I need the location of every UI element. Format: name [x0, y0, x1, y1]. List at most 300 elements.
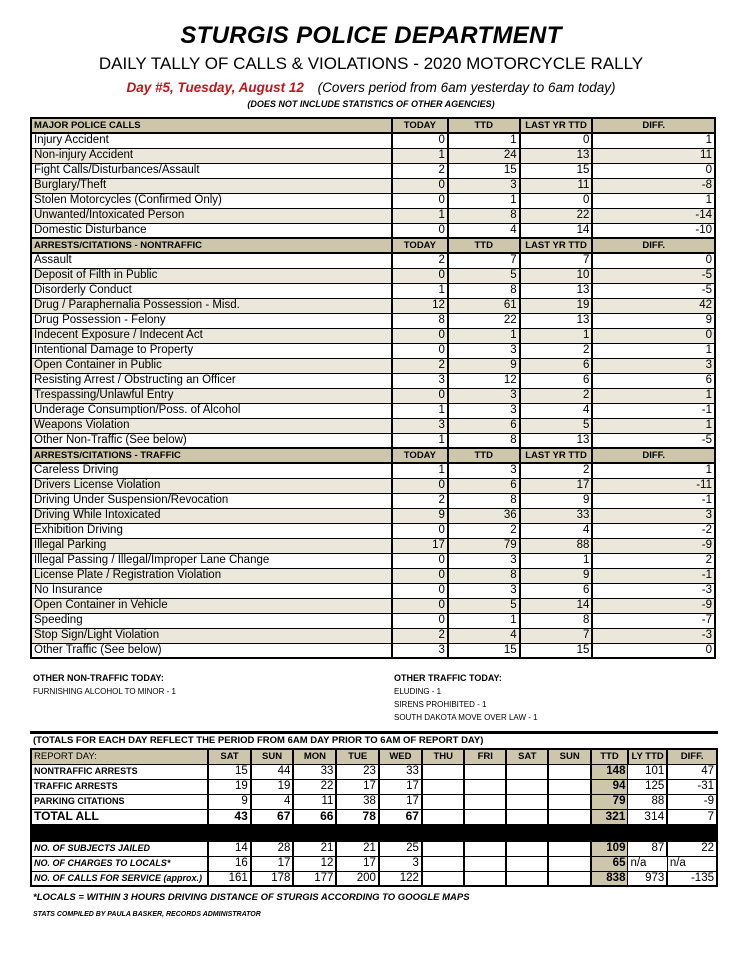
day-value: 15	[208, 764, 250, 779]
cell-today: 0	[392, 223, 448, 238]
day-value: 19	[251, 779, 294, 794]
cell-ly: 2	[520, 388, 593, 403]
cell-ttd: 8	[448, 568, 520, 583]
day-value: 28	[251, 841, 294, 856]
diff-value: 22	[667, 841, 717, 856]
cell-ly: 7	[520, 253, 593, 268]
cell-diff: -5	[592, 268, 715, 283]
cell-ly: 9	[520, 568, 593, 583]
cell-ttd: 79	[448, 538, 520, 553]
day-value	[506, 794, 548, 809]
day-value: 178	[251, 871, 294, 886]
cell-ly: 11	[520, 178, 593, 193]
cell-ly: 6	[520, 373, 593, 388]
table-row	[31, 403, 715, 418]
table-row	[31, 568, 715, 583]
day-value	[422, 779, 465, 794]
cell-diff: 1	[592, 463, 715, 478]
cell-today: 0	[392, 478, 448, 493]
cell-diff: -3	[592, 583, 715, 598]
row-label: Disorderly Conduct	[31, 283, 392, 298]
cell-diff: 6	[592, 373, 715, 388]
other-traffic-item: SIRENS PROHIBITED - 1	[394, 700, 487, 709]
cell-ly: 8	[520, 613, 593, 628]
column-header: DIFF.	[592, 118, 715, 133]
column-header: TODAY	[392, 238, 448, 253]
cell-ly: 4	[520, 523, 593, 538]
table-row	[31, 343, 715, 358]
ttd-value: 321	[591, 809, 628, 824]
cell-ttd: 8	[448, 493, 520, 508]
section-header-row	[31, 118, 715, 133]
cell-ttd: 6	[448, 418, 520, 433]
row-label: Fight Calls/Disturbances/Assault	[31, 163, 392, 178]
cell-ttd: 3	[448, 583, 520, 598]
cell-diff: 0	[592, 253, 715, 268]
summary-row-label: NONTRAFFIC ARRESTS	[31, 764, 208, 779]
day-value: 33	[293, 764, 336, 779]
cell-diff: -14	[592, 208, 715, 223]
violations-table	[30, 117, 716, 659]
day-value	[422, 841, 465, 856]
column-header: TTD	[448, 118, 520, 133]
cell-ttd: 3	[448, 388, 520, 403]
table-row	[31, 283, 715, 298]
summary-header-row	[31, 749, 717, 764]
section-title: MAJOR POLICE CALLS	[31, 118, 392, 133]
cell-today: 1	[392, 463, 448, 478]
table-row	[31, 493, 715, 508]
ttd-value: 838	[591, 871, 628, 886]
cell-today: 0	[392, 328, 448, 343]
cell-diff: -10	[592, 223, 715, 238]
page-title: STURGIS POLICE DEPARTMENT	[180, 22, 562, 49]
summary-row	[31, 856, 717, 871]
cell-ly: 15	[520, 643, 593, 658]
summary-row	[31, 764, 717, 779]
summary-row-label: NO. OF CHARGES TO LOCALS*	[31, 856, 208, 871]
cell-ly: 10	[520, 268, 593, 283]
day-value	[422, 856, 465, 871]
table-row	[31, 268, 715, 283]
day-value: 17	[379, 779, 422, 794]
day-header: SAT	[208, 749, 250, 764]
day-value: 67	[251, 809, 294, 824]
cell-ly: 13	[520, 148, 593, 163]
day-value: 67	[379, 809, 422, 824]
day-value: 161	[208, 871, 250, 886]
cell-ttd: 8	[448, 433, 520, 448]
cell-diff: -5	[592, 433, 715, 448]
other-nontraffic-title: OTHER NON-TRAFFIC TODAY:	[33, 673, 164, 683]
cell-ly: 4	[520, 403, 593, 418]
day-value: 25	[379, 841, 422, 856]
row-label: Resisting Arrest / Obstructing an Officer	[31, 373, 392, 388]
other-traffic-block	[394, 672, 538, 724]
cell-today: 2	[392, 493, 448, 508]
cell-ly: 6	[520, 358, 593, 373]
report-day-line	[0, 80, 742, 95]
cell-ly: 13	[520, 433, 593, 448]
cell-ly: 5	[520, 418, 593, 433]
cell-ly: 2	[520, 463, 593, 478]
cell-ttd: 1	[448, 613, 520, 628]
cell-diff: 0	[592, 163, 715, 178]
diff-value: -135	[667, 871, 717, 886]
cell-today: 9	[392, 508, 448, 523]
summary-row	[31, 794, 717, 809]
cell-today: 0	[392, 178, 448, 193]
summary-row	[31, 779, 717, 794]
day-value: 17	[251, 856, 294, 871]
day-header: SUN	[548, 749, 591, 764]
table-row	[31, 193, 715, 208]
row-label: Illegal Parking	[31, 538, 392, 553]
other-nontraffic-item: FURNISHING ALCOHOL TO MINOR - 1	[33, 687, 176, 696]
table-row	[31, 178, 715, 193]
cell-today: 0	[392, 388, 448, 403]
table-row	[31, 538, 715, 553]
cell-ly: 14	[520, 223, 593, 238]
cell-ttd: 22	[448, 313, 520, 328]
cell-today: 0	[392, 613, 448, 628]
cell-ttd: 7	[448, 253, 520, 268]
column-header: DIFF.	[592, 238, 715, 253]
cell-today: 3	[392, 373, 448, 388]
cell-ly: 6	[520, 583, 593, 598]
day-value	[548, 764, 591, 779]
day-header: MON	[293, 749, 336, 764]
cell-diff: -7	[592, 613, 715, 628]
table-row	[31, 373, 715, 388]
row-label: Stolen Motorcycles (Confirmed Only)	[31, 193, 392, 208]
cell-ly: 13	[520, 313, 593, 328]
cell-ly: 33	[520, 508, 593, 523]
table-row	[31, 208, 715, 223]
column-header: TTD	[448, 448, 520, 463]
table-row	[31, 253, 715, 268]
day-value: 21	[293, 841, 336, 856]
column-header: LAST YR TTD	[520, 448, 593, 463]
table-row	[31, 328, 715, 343]
cell-today: 0	[392, 523, 448, 538]
cell-today: 2	[392, 628, 448, 643]
table-row	[31, 613, 715, 628]
cell-today: 0	[392, 193, 448, 208]
cell-ly: 19	[520, 298, 593, 313]
table-row	[31, 163, 715, 178]
cell-ly: 0	[520, 193, 593, 208]
cell-today: 2	[392, 358, 448, 373]
cell-ttd: 12	[448, 373, 520, 388]
day-value: 19	[208, 779, 250, 794]
table-row	[31, 298, 715, 313]
table-row	[31, 223, 715, 238]
cell-ttd: 3	[448, 178, 520, 193]
row-label: Other Non-Traffic (See below)	[31, 433, 392, 448]
cell-ttd: 8	[448, 283, 520, 298]
cell-diff: 0	[592, 328, 715, 343]
row-label: Indecent Exposure / Indecent Act	[31, 328, 392, 343]
cell-diff: -8	[592, 178, 715, 193]
table-row	[31, 433, 715, 448]
cell-today: 1	[392, 283, 448, 298]
day-value: 38	[336, 794, 378, 809]
day-value	[464, 764, 506, 779]
cell-today: 0	[392, 133, 448, 148]
table-row	[31, 418, 715, 433]
ttd-value: 109	[591, 841, 628, 856]
day-value: 11	[293, 794, 336, 809]
day-value: 43	[208, 809, 250, 824]
row-label: Unwanted/Intoxicated Person	[31, 208, 392, 223]
diff-value: -9	[667, 794, 717, 809]
cell-today: 0	[392, 343, 448, 358]
ttd-value: 79	[591, 794, 628, 809]
day-value	[464, 794, 506, 809]
other-traffic-item: SOUTH DAKOTA MOVE OVER LAW - 1	[394, 713, 538, 722]
cell-diff: 1	[592, 133, 715, 148]
day-value	[548, 794, 591, 809]
cell-ly: 88	[520, 538, 593, 553]
cell-ttd: 3	[448, 343, 520, 358]
ly-ttd-value: 125	[628, 779, 667, 794]
day-value	[422, 809, 465, 824]
day-value: 21	[336, 841, 378, 856]
cell-ly: 2	[520, 343, 593, 358]
day-value	[422, 871, 465, 886]
totals-note: (TOTALS FOR EACH DAY REFLECT THE PERIOD FROM 6AM DAY PRIOR TO 6AM OF REPORT DAY)	[33, 735, 484, 746]
section-divider	[30, 731, 718, 734]
cell-ly: 13	[520, 283, 593, 298]
day-value	[506, 856, 548, 871]
row-label: License Plate / Registration Violation	[31, 568, 392, 583]
day-value	[548, 779, 591, 794]
cell-today: 17	[392, 538, 448, 553]
cell-today: 0	[392, 568, 448, 583]
cell-diff: 3	[592, 358, 715, 373]
cell-ly: 17	[520, 478, 593, 493]
ly-ttd-value: 314	[628, 809, 667, 824]
row-label: Driving Under Suspension/Revocation	[31, 493, 392, 508]
day-value: 16	[208, 856, 250, 871]
day-header: TUE	[336, 749, 378, 764]
other-traffic-title: OTHER TRAFFIC TODAY:	[394, 673, 502, 683]
cell-diff: -11	[592, 478, 715, 493]
day-value: 4	[251, 794, 294, 809]
row-label: Speeding	[31, 613, 392, 628]
row-label: No Insurance	[31, 583, 392, 598]
day-value	[422, 764, 465, 779]
row-label: Weapons Violation	[31, 418, 392, 433]
summary-row-label: TOTAL ALL	[31, 809, 208, 824]
summary-row-label: NO. OF SUBJECTS JAILED	[31, 841, 208, 856]
ly-ttd-value: 101	[628, 764, 667, 779]
cell-ttd: 6	[448, 478, 520, 493]
day-value	[464, 841, 506, 856]
column-header: DIFF.	[592, 448, 715, 463]
section-header-row	[31, 238, 715, 253]
cell-diff: -9	[592, 538, 715, 553]
table-row	[31, 598, 715, 613]
day-value: 17	[336, 856, 378, 871]
summary-row	[31, 841, 717, 856]
ly-ttd-value: n/a	[628, 856, 667, 871]
day-header: THU	[422, 749, 465, 764]
table-row	[31, 313, 715, 328]
cell-ly: 7	[520, 628, 593, 643]
row-label: Careless Driving	[31, 463, 392, 478]
day-value	[548, 856, 591, 871]
row-label: Exhibition Driving	[31, 523, 392, 538]
cell-ttd: 36	[448, 508, 520, 523]
cell-today: 0	[392, 598, 448, 613]
agency-note: (DOES NOT INCLUDE STATISTICS OF OTHER AGENCIES)	[247, 99, 495, 109]
ttd-value: 65	[591, 856, 628, 871]
cell-diff: 42	[592, 298, 715, 313]
ttd-value: 148	[591, 764, 628, 779]
row-label: Intentional Damage to Property	[31, 343, 392, 358]
summary-row-label: NO. OF CALLS FOR SERVICE (approx.)	[31, 871, 208, 886]
day-value: 3	[379, 856, 422, 871]
cell-today: 3	[392, 418, 448, 433]
cell-diff: -1	[592, 493, 715, 508]
day-value: 9	[208, 794, 250, 809]
day-value	[464, 856, 506, 871]
table-row	[31, 583, 715, 598]
cell-ly: 9	[520, 493, 593, 508]
ly-ttd-value: 973	[628, 871, 667, 886]
section-title: ARRESTS/CITATIONS - TRAFFIC	[31, 448, 392, 463]
ly-ttd-header: LY TTD	[628, 749, 667, 764]
report-day-label: REPORT DAY:	[31, 749, 208, 764]
row-label: Stop Sign/Light Violation	[31, 628, 392, 643]
cell-ttd: 4	[448, 223, 520, 238]
day-value: 78	[336, 809, 378, 824]
diff-header: DIFF.	[667, 749, 717, 764]
table-row	[31, 553, 715, 568]
day-value: 17	[379, 794, 422, 809]
cell-today: 0	[392, 268, 448, 283]
separator-row	[31, 824, 717, 841]
row-label: Assault	[31, 253, 392, 268]
cell-diff: 3	[592, 508, 715, 523]
day-value	[464, 809, 506, 824]
day-value: 122	[379, 871, 422, 886]
diff-value: n/a	[667, 856, 717, 871]
cell-ttd: 3	[448, 403, 520, 418]
column-header: LAST YR TTD	[520, 118, 593, 133]
cell-today: 0	[392, 583, 448, 598]
ttd-value: 94	[591, 779, 628, 794]
table-row	[31, 463, 715, 478]
cell-ttd: 5	[448, 268, 520, 283]
locals-footnote: *LOCALS = WITHIN 3 HOURS DRIVING DISTANCE OF STURGIS ACCORDING TO GOOGLE MAPS	[33, 892, 470, 903]
cell-diff: 1	[592, 343, 715, 358]
row-label: Drug Possession - Felony	[31, 313, 392, 328]
cell-ttd: 2	[448, 523, 520, 538]
cell-today: 0	[392, 553, 448, 568]
day-value: 14	[208, 841, 250, 856]
cell-ttd: 3	[448, 463, 520, 478]
cell-ttd: 15	[448, 643, 520, 658]
other-traffic-item: ELUDING - 1	[394, 687, 442, 696]
row-label: Drivers License Violation	[31, 478, 392, 493]
day-header: FRI	[464, 749, 506, 764]
day-value	[548, 871, 591, 886]
table-row	[31, 508, 715, 523]
day-value	[506, 764, 548, 779]
day-value: 17	[336, 779, 378, 794]
table-row	[31, 478, 715, 493]
cell-ttd: 1	[448, 328, 520, 343]
cell-diff: -3	[592, 628, 715, 643]
cell-today: 3	[392, 643, 448, 658]
cell-ly: 1	[520, 553, 593, 568]
day-value: 22	[293, 779, 336, 794]
day-value: 33	[379, 764, 422, 779]
day-value: 12	[293, 856, 336, 871]
table-row	[31, 523, 715, 538]
cell-ttd: 4	[448, 628, 520, 643]
ly-ttd-value: 87	[628, 841, 667, 856]
cell-ttd: 9	[448, 358, 520, 373]
cell-ly: 22	[520, 208, 593, 223]
day-value	[506, 809, 548, 824]
day-value	[506, 871, 548, 886]
cell-ly: 14	[520, 598, 593, 613]
cell-diff: -1	[592, 403, 715, 418]
row-label: Burglary/Theft	[31, 178, 392, 193]
table-row	[31, 133, 715, 148]
cell-today: 1	[392, 433, 448, 448]
compiled-by: STATS COMPILED BY PAULA BASKER, RECORDS ADMINISTRATOR	[33, 911, 261, 918]
day-value: 44	[251, 764, 294, 779]
day-header: SUN	[251, 749, 294, 764]
day-value	[506, 779, 548, 794]
column-header: TTD	[448, 238, 520, 253]
cell-ly: 1	[520, 328, 593, 343]
table-row	[31, 358, 715, 373]
coverage-period: (Covers period from 6am yesterday to 6am today)	[317, 80, 616, 95]
diff-value: -31	[667, 779, 717, 794]
cell-ttd: 5	[448, 598, 520, 613]
section-title: ARRESTS/CITATIONS - NONTRAFFIC	[31, 238, 392, 253]
cell-diff: 2	[592, 553, 715, 568]
day-value	[548, 841, 591, 856]
cell-diff: 1	[592, 388, 715, 403]
cell-diff: 0	[592, 643, 715, 658]
column-header: LAST YR TTD	[520, 238, 593, 253]
cell-today: 8	[392, 313, 448, 328]
section-header-row	[31, 448, 715, 463]
day-value	[548, 809, 591, 824]
row-label: Open Container in Vehicle	[31, 598, 392, 613]
summary-row-label: TRAFFIC ARRESTS	[31, 779, 208, 794]
table-row	[31, 388, 715, 403]
cell-diff: 1	[592, 193, 715, 208]
row-label: Other Traffic (See below)	[31, 643, 392, 658]
cell-ttd: 61	[448, 298, 520, 313]
day-header: WED	[379, 749, 422, 764]
table-row	[31, 628, 715, 643]
table-row	[31, 643, 715, 658]
row-label: Driving While Intoxicated	[31, 508, 392, 523]
row-label: Deposit of Filth in Public	[31, 268, 392, 283]
row-label: Domestic Disturbance	[31, 223, 392, 238]
summary-row-label: PARKING CITATIONS	[31, 794, 208, 809]
ttd-header: TTD	[591, 749, 628, 764]
